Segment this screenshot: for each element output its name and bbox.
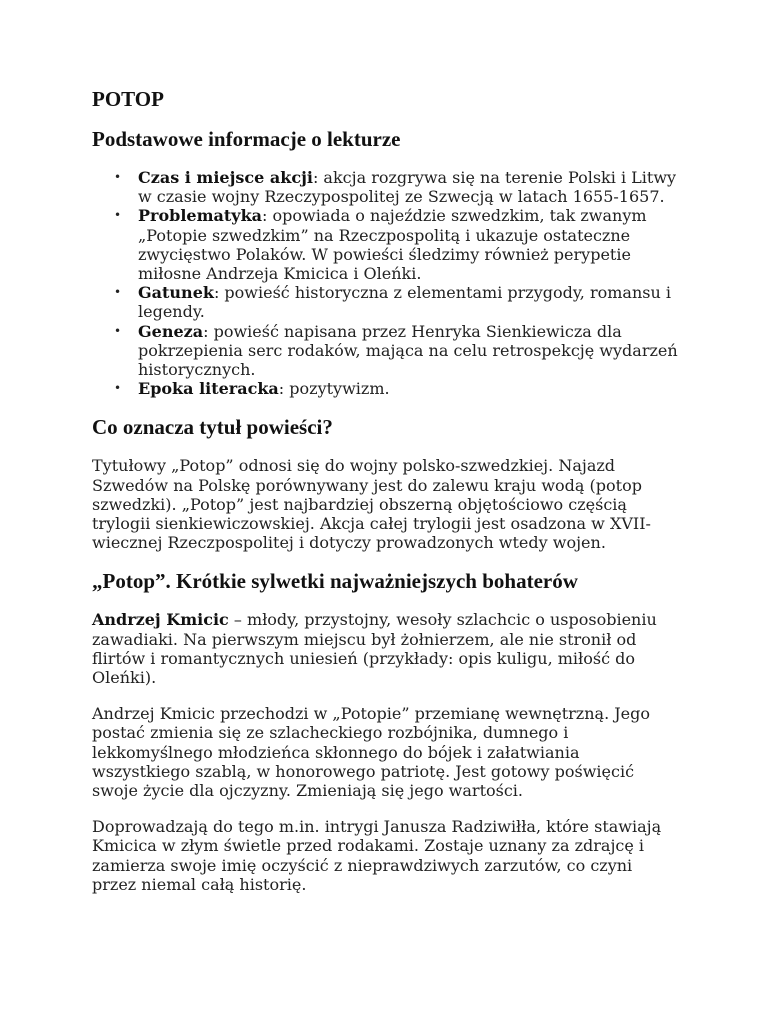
bullet-icon: •: [114, 285, 122, 300]
kmicic-transformation-paragraph: Andrzej Kmicic przechodzi w „Potopie” przemianę wewnętrzną. Jego postać zmienia się ze szlacheckiego rozbójnika, dumnego i lekkomyślnego młodzieńca skłonnego do bójek i załatwiania wszystkiego szablą, w honorowego patriotę. Jest gotowy poświęcić swoje życie dla ojczyzny. Zmieniają się jego wartości.: [92, 704, 650, 801]
bullet-icon: •: [114, 381, 122, 396]
list-item-term: Gatunek: [138, 283, 214, 303]
list-item-term: Czas i miejsce akcji: [138, 168, 313, 187]
list-item-text: : opowiada o najeździe szwedzkim, tak zwanym „Potopie szwedzkim” na Rzeczpospolitą i ukazuje ostateczne zwycięstwo Polaków. W powieści śledzimy również perypetie miłosne Andrzeja Kmicica i Oleńki.: [138, 206, 647, 284]
list-item-text: : powieść historyczna z elementami przygody, romansu i legendy.: [138, 283, 671, 322]
list-item-text: : powieść napisana przez Henryka Sienkiewicza dla pokrzepienia serc rodaków, mająca na celu retrospekcję wydarzeń historycznych.: [138, 321, 678, 380]
list-item: [114, 168, 678, 207]
list-item: [114, 206, 678, 284]
list-item: [114, 321, 678, 380]
list-item-text: : pozytywizm.: [278, 379, 390, 399]
title-meaning-paragraph: Tytułowy „Potop” odnosi się do wojny polsko-szwedzkiej. Najazd Szwedów na Polskę porównywany jest do zalewu kraju wodą (potop szwedzki). „Potop” jest najbardziej obszerną objętościowo częścią trylogii sienkiewiczowskiej. Akcja całej trylogii jest osadzona w XVII-wiecznej Rzeczpospolitej i dotyczy prowadzonych wtedy wojen.: [92, 456, 651, 553]
character-description: – młody, przystojny, wesoły szlachcic o usposobieniu zawadiaki. Na pierwszym miejscu był żołnierzem, ale nie stronił od flirtów i romantycznych uniesień (przykłady: opis kuligu, miłość do Oleńki).: [92, 610, 657, 688]
bullet-icon: •: [114, 323, 122, 338]
bullet-icon: •: [114, 208, 122, 223]
info-list: [92, 168, 678, 398]
character-name: Andrzej Kmicic: [92, 610, 229, 630]
section-heading-title-meaning: Co oznacza tytuł powieści?: [92, 415, 333, 440]
kmicic-intro-paragraph: [92, 610, 678, 687]
section-heading-characters: „Potop”. Krótkie sylwetki najważniejszych bohaterów: [92, 569, 578, 594]
list-item: [114, 283, 678, 322]
bullet-icon: •: [114, 170, 122, 184]
list-item: [114, 379, 678, 399]
list-item-term: Geneza: [138, 321, 204, 341]
list-item-term: Epoka literacka: [138, 379, 279, 399]
document-title: POTOP: [92, 87, 164, 111]
list-item-text: : akcja rozgrywa się na terenie Polski i Litwy w czasie wojny Rzeczypospolitej ze Szwecją w latach 1655-1657.: [138, 168, 677, 207]
section-heading-info: Podstawowe informacje o lekturze: [92, 127, 401, 151]
list-item-term: Problematyka: [138, 206, 263, 226]
kmicic-intrigue-paragraph: Doprowadzają do tego m.in. intrygi Janusza Radziwiłła, które stawiają Kmicica w złym świetle przed rodakami. Zostaje uznany za zdrajcę i zamierza swoje imię oczyścić z nieprawdziwych zarzutów, co czyni przez niemal całą historię.: [92, 817, 662, 894]
